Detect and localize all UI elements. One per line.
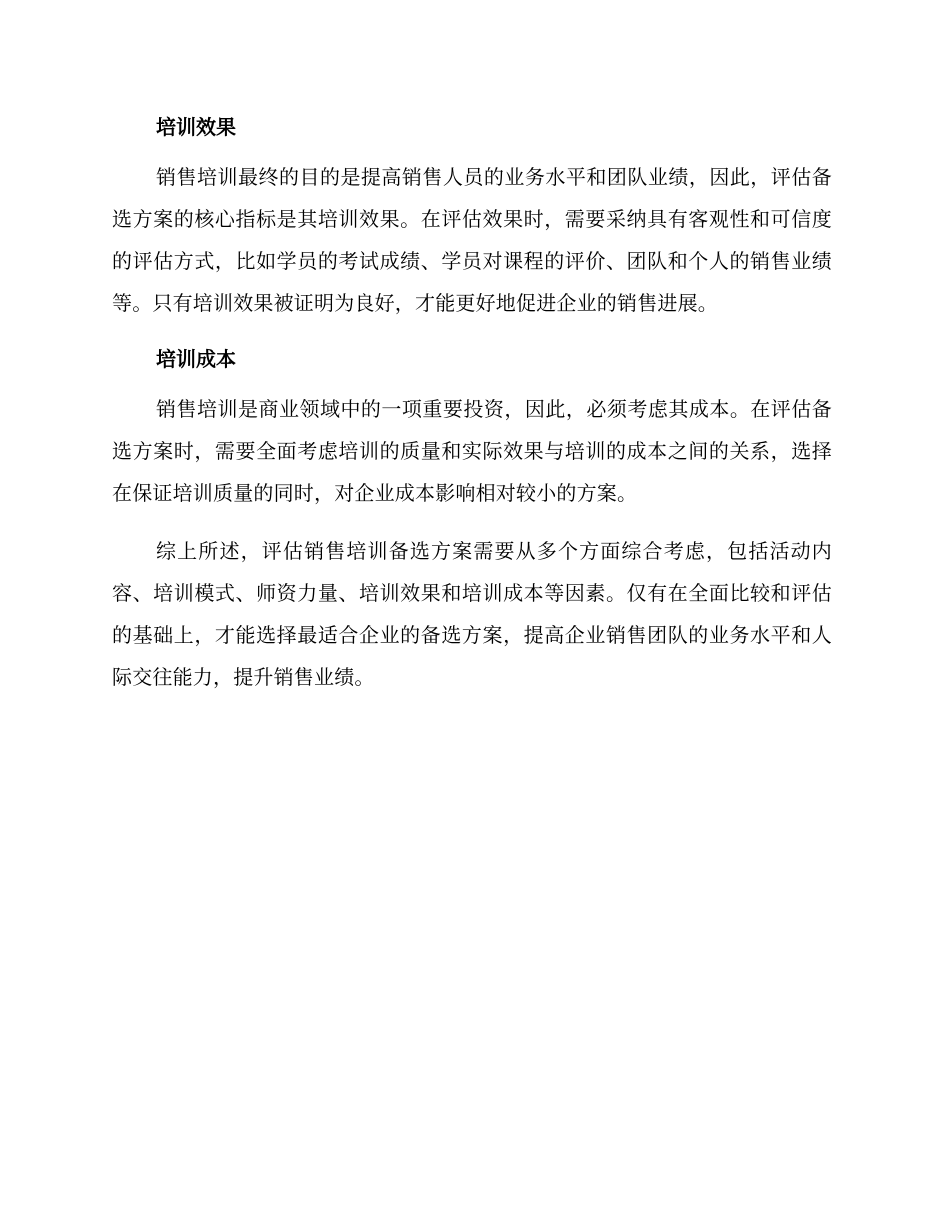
section-paragraph: 销售培训是商业领域中的一项重要投资，因此，必须考虑其成本。在评估备选方案时，需要全面考虑培训的质量和实际效果与培训的成本之间的关系，选择在保证培训质量的同时，对企业成本影响相对较小的方案。: [112, 397, 832, 505]
section-heading: 培训效果: [156, 115, 236, 139]
section-heading: 培训成本: [156, 347, 236, 371]
section-paragraph: 销售培训最终的目的是提高销售人员的业务水平和团队业绩，因此，评估备选方案的核心指标是其培训效果。在评估效果时，需要采纳具有客观性和可信度的评估方式，比如学员的考试成绩、学员对课程的评价、团队和个人的销售业绩等。只有培训效果被证明为良好，才能更好地促进企业的销售进展。: [112, 165, 832, 315]
section-training-effect: [112, 108, 832, 324]
document-page: [112, 108, 832, 714]
section-training-cost: [112, 340, 832, 514]
conclusion-paragraph: 综上所述，评估销售培训备选方案需要从多个方面综合考虑，包括活动内容、培训模式、师资力量、培训效果和培训成本等因素。仅有在全面比较和评估的基础上，才能选择最适合企业的备选方案，提高企业销售团队的业务水平和人际交往能力，提升销售业绩。: [112, 539, 832, 689]
